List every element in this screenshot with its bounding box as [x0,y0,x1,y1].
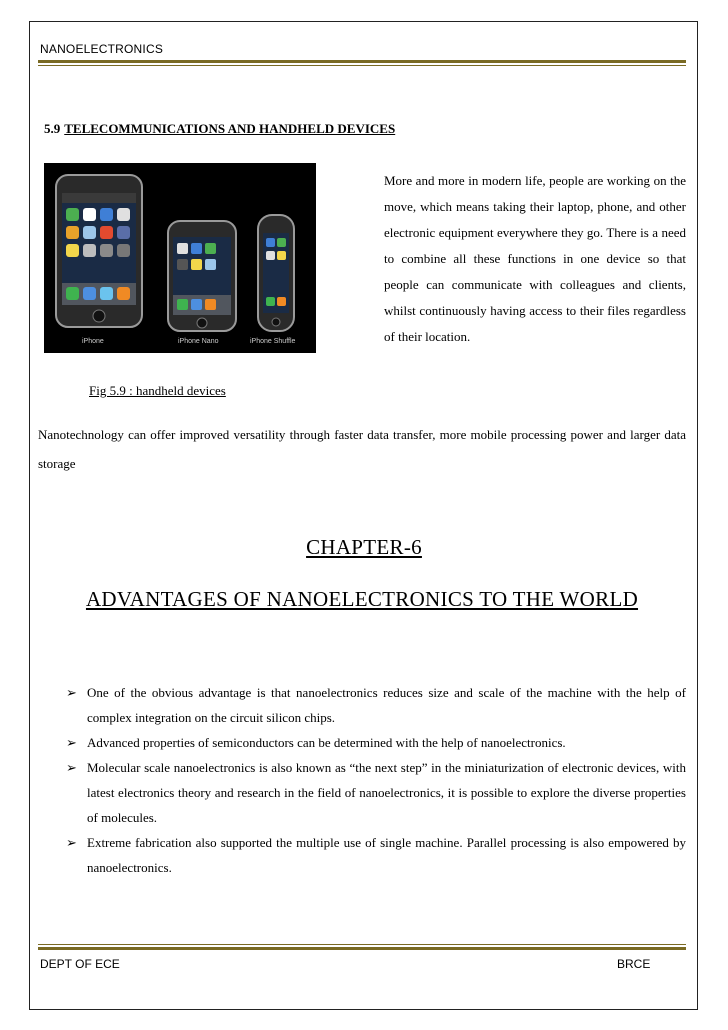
footer-rule-thin [38,944,686,945]
advantages-list [66,680,686,880]
iphone-image [56,175,142,327]
iphone-shuffle-image [258,215,294,331]
header-rule-thick [38,60,686,63]
header-rule-thin [38,65,686,66]
list-item-text: Molecular scale nanoelectronics is also known as “the next step” in the miniaturization of electronic devices, with latest electronics theory and research in the field of nanoelectronics, it is possible to explore the diverse properties of molecules. [87,760,686,825]
chapter-subtitle: ADVANTAGES OF NANOELECTRONICS TO THE WORLD [85,587,639,611]
chapter-title: CHAPTER-6 [306,535,422,559]
arrow-bullet-icon: ➢ [66,835,77,850]
side-paragraph: More and more in modern life, people are working on the move, which means taking their laptop, phone, and other electronic equipment everywhere they go. There is a need to combine all these functions in one device so that people can communicate with colleagues and clients, whilst continuously having access to their files regardless of their location. [384,173,686,344]
figure-label-iphone: iPhone [82,338,104,345]
footer-department: DEPT OF ECE [40,957,120,971]
section-heading [44,121,395,137]
arrow-bullet-icon: ➢ [66,760,77,775]
list-item [66,755,686,830]
section-number: 5.9 [44,121,61,136]
body-paragraph: Nanotechnology can offer improved versatility through faster data transfer, more mobile processing power and larger data storage [38,427,686,471]
figure-label-iphone-nano: iPhone Nano [178,338,219,345]
figure-caption: Fig 5.9 : handheld devices [89,383,226,398]
list-item [66,730,686,755]
footer-rule-thick [38,947,686,950]
arrow-bullet-icon: ➢ [66,735,77,750]
running-header: NANOELECTRONICS [40,42,164,56]
footer-college: BRCE [617,957,651,971]
handheld-devices-figure [44,163,316,353]
section-title: TELECOMMUNICATIONS AND HANDHELD DEVICES [64,121,396,136]
list-item-text: Advanced properties of semiconductors can be determined with the help of nanoelectronics. [87,735,566,750]
list-item [66,830,686,880]
list-item [66,680,686,730]
figure-label-iphone-shuffle: iPhone Shuffle [250,338,296,345]
arrow-bullet-icon: ➢ [66,685,77,700]
list-item-text: Extreme fabrication also supported the multiple use of single machine. Parallel processing is also empowered by nanoelectronics. [87,835,686,875]
iphone-nano-image [168,221,236,331]
list-item-text: One of the obvious advantage is that nanoelectronics reduces size and scale of the machine with the help of complex integration on the circuit silicon chips. [87,685,686,725]
